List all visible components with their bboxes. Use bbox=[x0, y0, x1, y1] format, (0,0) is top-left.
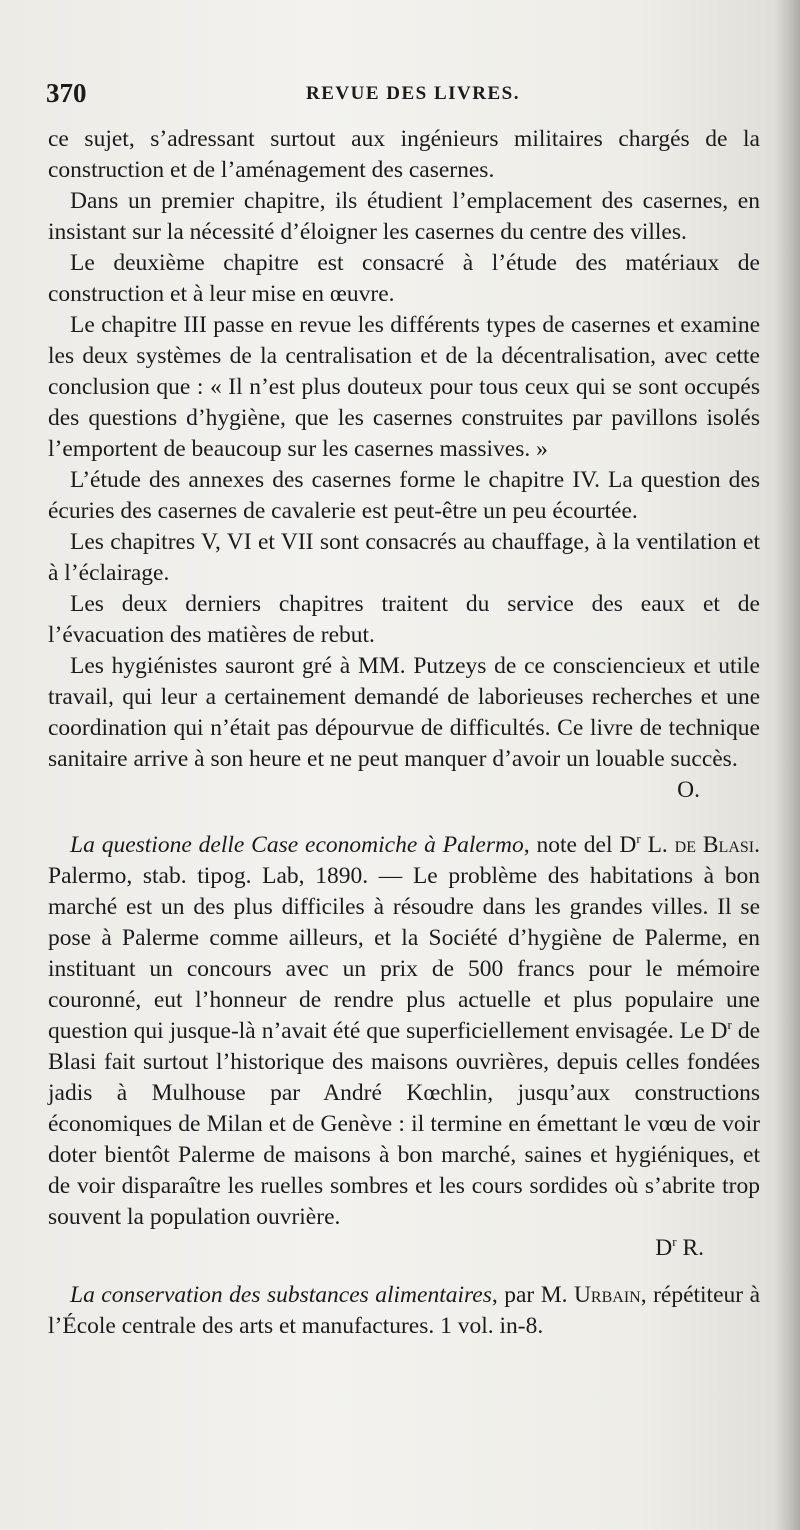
paragraph: Le deuxième chapitre est consacré à l’étude des matériaux de construction et à leur mise en œuvre. bbox=[48, 250, 760, 307]
book-title: La conservation des substances alimentaires bbox=[70, 1282, 492, 1308]
book-review bbox=[48, 1280, 760, 1342]
paragraph: Le chapitre III passe en revue les différents types de casernes et examine les deux systèmes de la centralisation et de la décentralisation, avec cette conclusion que : « Il n’est plus douteux pour tous ceux qui se sont occupés des questions d’hygiène, que les casernes construites par pavillons isolés l’emportent de beaucoup sur les casernes massives. » bbox=[48, 312, 760, 462]
review-body-end: de Blasi fait surtout l’historique des maisons ouvrières, depuis celles fondées jadis à Mulhouse par André Kœchlin, jusqu’aux constructions économiques de Milan et de Genève : il termine en émettant le vœu de voir doter bientôt Palerme de maisons à bon marché, saines et hygiéniques, et de voir disparaître les ruelles sombres et les cours sordides où s’abrite trop souvent la population ouvrière. bbox=[48, 1018, 760, 1230]
author-name: L. de Blasi bbox=[647, 832, 755, 858]
paragraph: Les hygiénistes sauront gré à MM. Putzeys de ce consciencieux et utile travail, qui leur a certainement demandé de laborieuses recherches et une coordination qui n’était pas dépourvue de difficultés. Ce livre de technique sanitaire arrive à son heure et ne peut manquer d’avoir un louable succès. bbox=[48, 653, 760, 772]
page-header bbox=[46, 78, 761, 114]
page-edge-shadow bbox=[774, 0, 800, 1530]
superscript: r bbox=[672, 1234, 677, 1250]
review-signature bbox=[48, 1233, 760, 1264]
running-title: REVUE DES LIVRES. bbox=[306, 83, 520, 104]
superscript: r bbox=[727, 1017, 732, 1033]
author-name: Urbain bbox=[573, 1282, 641, 1308]
review-body: , répétiteur à l’École centrale des arts et manufactures. 1 vol. in-8. bbox=[48, 1282, 760, 1339]
body-text bbox=[48, 124, 760, 1342]
paragraph: ce sujet, s’adressant surtout aux ingénieurs militaires chargés de la construction et de l’aménagement des casernes. bbox=[48, 126, 760, 183]
review-lead: , note del D bbox=[523, 832, 637, 858]
superscript: r bbox=[636, 831, 641, 847]
review-signature: O. bbox=[677, 777, 700, 803]
review-lead: , par M. bbox=[491, 1282, 574, 1308]
review-body: . Palermo, stab. tipog. Lab, 1890. — Le problème des habitations à bon marché est un des plus difficiles à résoudre dans les grandes villes. Il se pose à Palerme comme ailleurs, et la Société d’hygiène de Palerme, en instituant un concours avec un prix de 500 francs pour le mémoire couronné, eut l’honneur de rendre plus actuelle et plus populaire une question qui jusque-là n’avait été que superficiellement envisagée. Le D bbox=[48, 832, 760, 1044]
book-review bbox=[48, 830, 760, 1233]
paragraph: Les chapitres V, VI et VII sont consacrés au chauffage, à la ventilation et à l’éclairage. bbox=[48, 529, 760, 586]
paragraph: Les deux derniers chapitres traitent du service des eaux et de l’évacuation des matières de rebut. bbox=[48, 591, 760, 648]
signature-text: D bbox=[655, 1235, 673, 1261]
book-title: La questione delle Case economiche à Palermo bbox=[70, 832, 524, 858]
signature-text: R. bbox=[676, 1235, 704, 1261]
page-number: 370 bbox=[46, 78, 87, 108]
paragraph: Dans un premier chapitre, ils étudient l’emplacement des casernes, en insistant sur la nécessité d’éloigner les casernes du centre des villes. bbox=[48, 188, 760, 245]
paragraph: L’étude des annexes des casernes forme le chapitre IV. La question des écuries des casernes de cavalerie est peut-être un peu écourtée. bbox=[48, 467, 760, 524]
